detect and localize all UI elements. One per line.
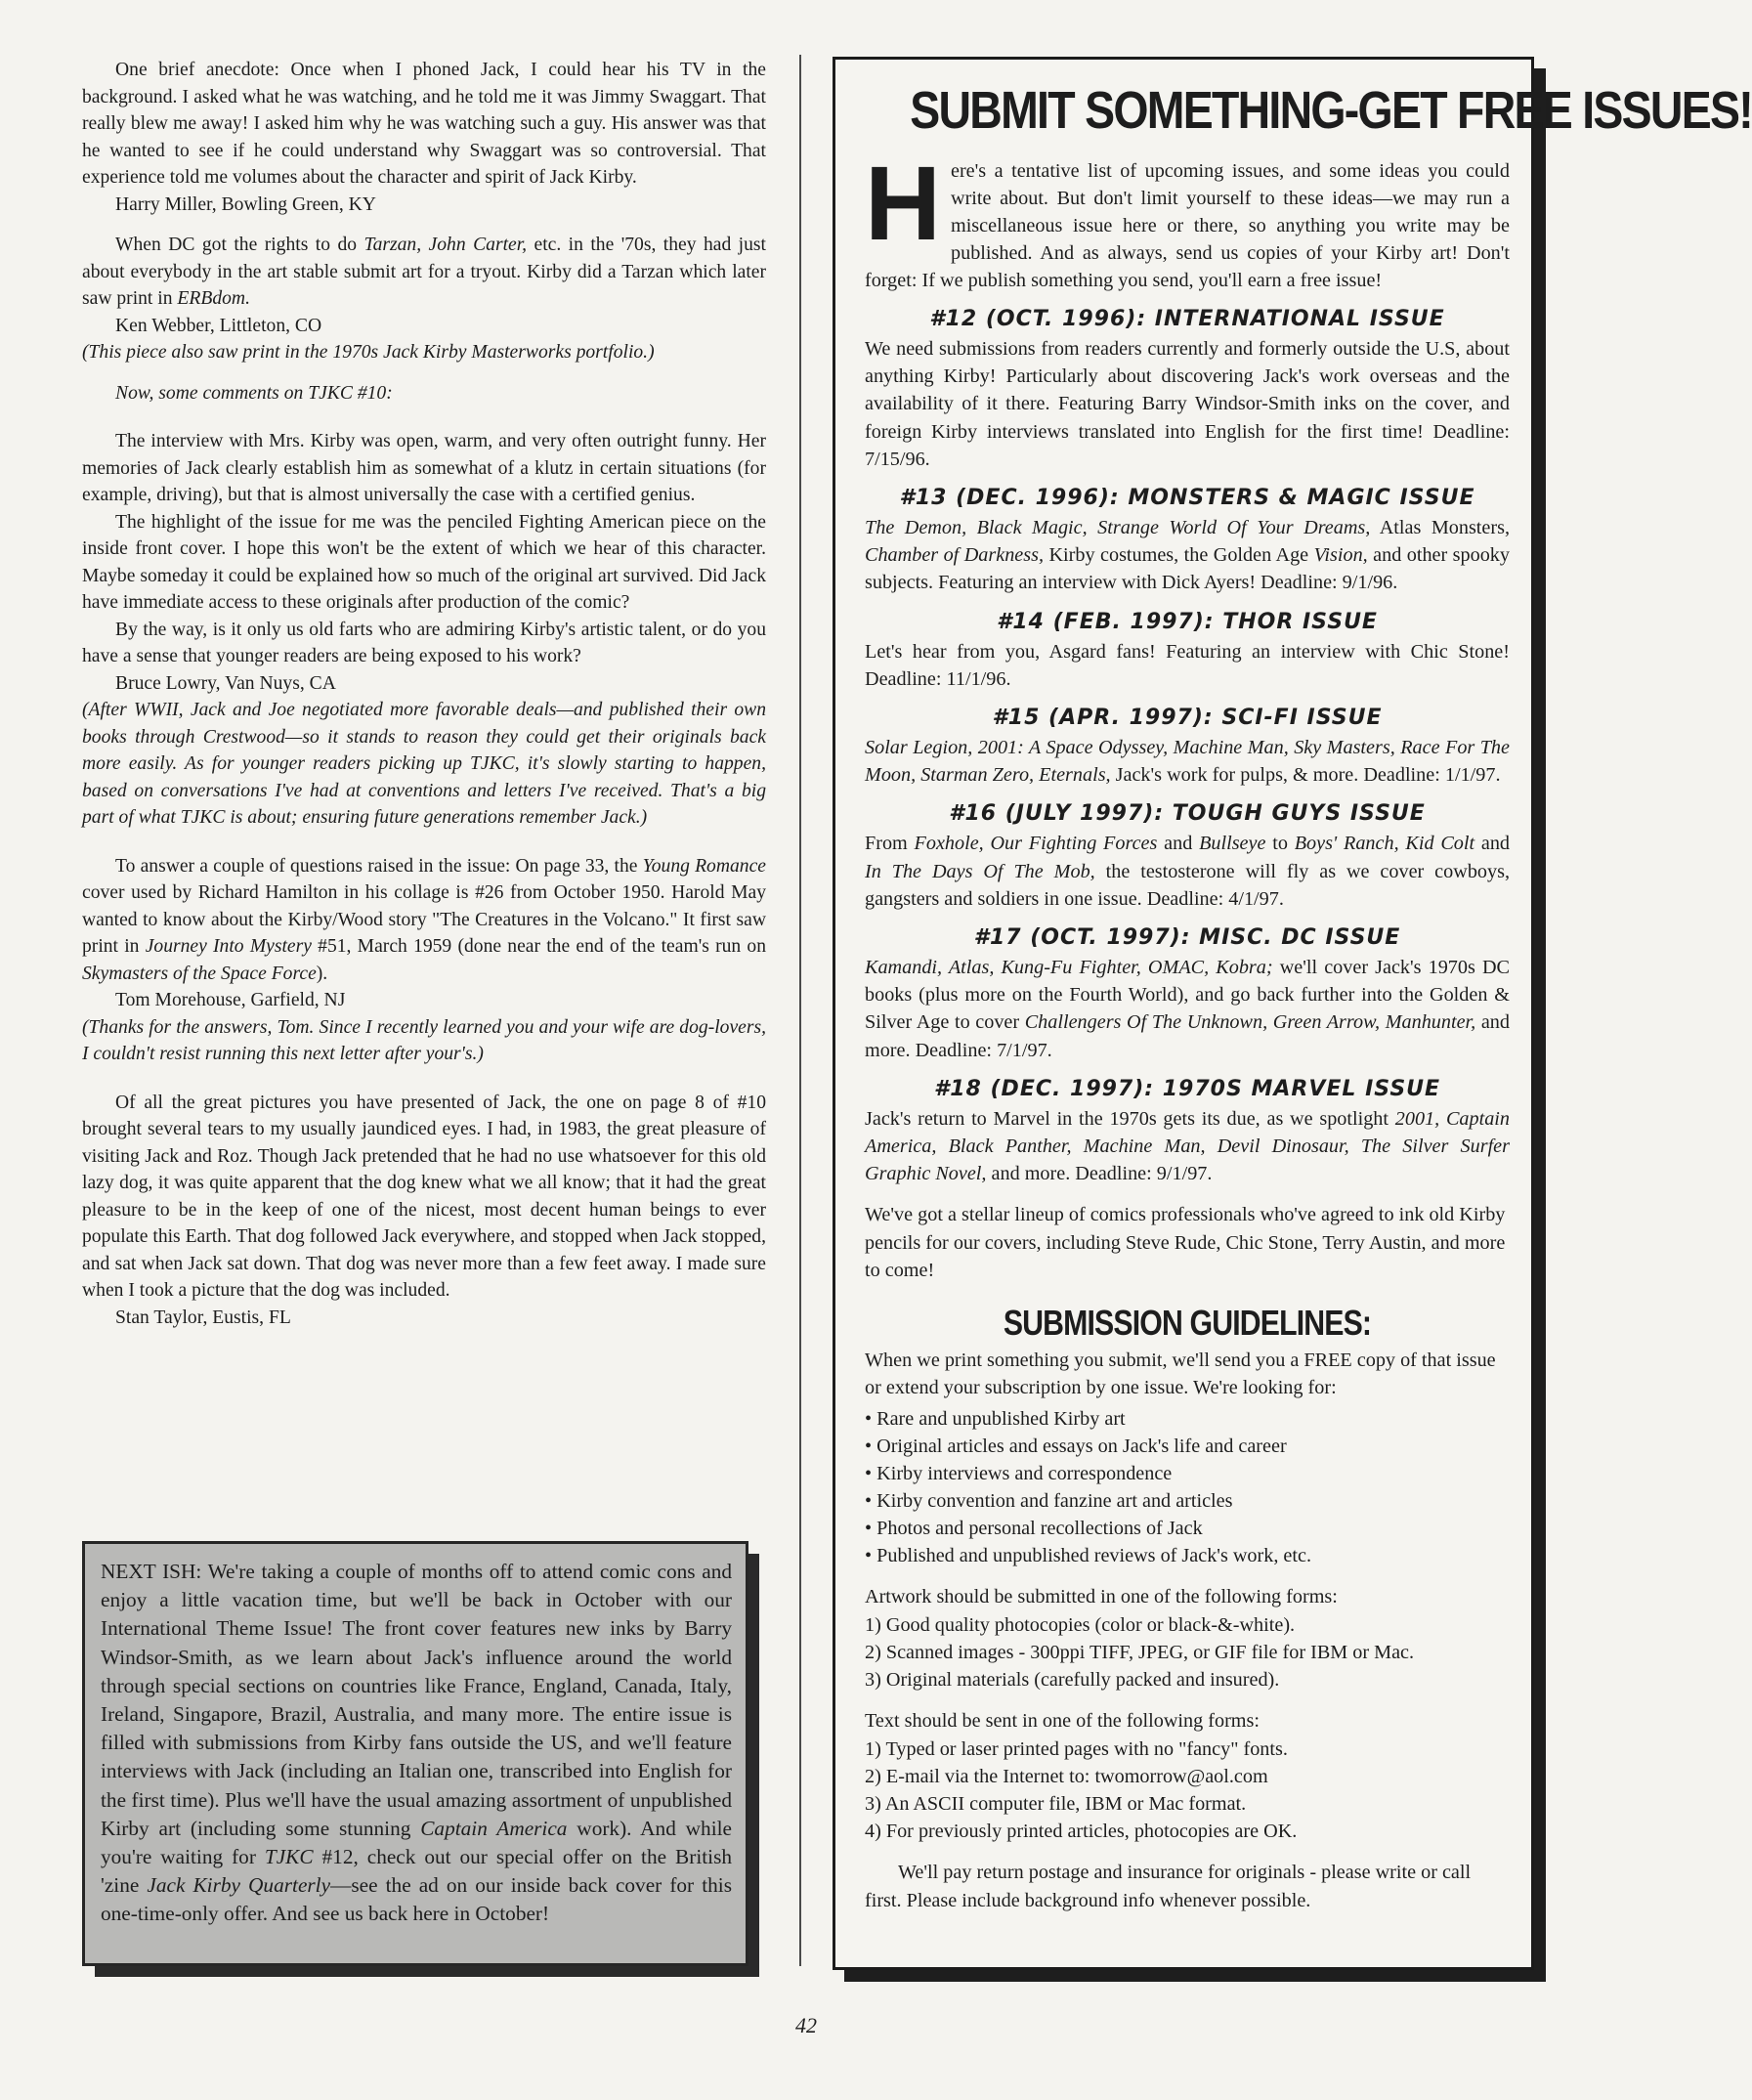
editor-note: (This piece also saw print in the 1970s Jack Kirby Masterworks portfolio.) xyxy=(82,342,655,363)
letter-signature: Bruce Lowry, Van Nuys, CA xyxy=(115,672,336,694)
list-item: 1) Good quality photocopies (color or black-&-white). xyxy=(865,1613,1296,1636)
issue-heading-17: #17 (OCT. 1997): MISC. DC ISSUE xyxy=(973,925,1401,951)
issue-heading-12: #12 (OCT. 1996): INTERNATIONAL ISSUE xyxy=(929,307,1445,331)
issue-body-12: We need submissions from readers currently and formerly outside the U.S, about anything Kirby! Particularly about discovering Jack's work overseas and the availability of it there. Featuring Barry Windsor-Smith inks on the cover, and foreign Kirby interviews translated into English for the first time! Deadline: 7/15/96. xyxy=(865,338,1510,470)
letter-signature: Harry Miller, Bowling Green, KY xyxy=(115,193,376,215)
column-divider xyxy=(799,55,801,1966)
issue-heading-16: #16 (JULY 1997): TOUGH GUYS ISSUE xyxy=(949,801,1426,827)
issue-heading-15: #15 (APR. 1997): SCI-FI ISSUE xyxy=(992,706,1383,731)
artwork-heading: Artwork should be submitted in one of the following forms: xyxy=(865,1586,1338,1608)
letter-paragraph: To answer a couple of questions raised in the issue: On page 33, the Young Romance cover used by Richard Hamilton in his collage is #26 from October 1950. Harold May wanted to know about the Kirby/Wood story "The Creatures in the Volcano." It first saw print in Journey Into Mystery #51, March 1959 (done near the end of the team's run on Skymasters of the Space Force). xyxy=(82,855,767,984)
next-issue-text: NEXT ISH: We're taking a couple of months off to attend comic cons and enjoy a little vacation time, but we'll be back in October with our International Theme Issue! The front cover features new inks by Barry Windsor-Smith, as we learn about Jack's influence around the world through special sections on countries like France, England, Canada, Italy, Ireland, Singapore, Brazil, Australia, and many more. The entire issue is filled with submissions from Kirby fans outside the US, and we'll feature interviews with Jack (including an Italian one, transcribed into English for the first time). Plus we'll have the usual amazing assortment of unpublished Kirby art (including some stunning Captain America work). And while you're waiting for TJKC #12, check out our special offer on the British 'zine Jack Kirby Quarterly—see the ad on our inside back cover for this one-time-only offer. And see us back here in October! xyxy=(101,1560,733,1926)
drop-cap: H xyxy=(865,144,941,262)
letter-signature: Tom Morehouse, Garfield, NJ xyxy=(115,990,346,1010)
list-item: 2) Scanned images - 300ppi TIFF, JPEG, or GIF file for IBM or Mac. xyxy=(865,1641,1415,1663)
list-item: • Rare and unpublished Kirby art xyxy=(865,1405,1510,1433)
letters-column xyxy=(82,57,766,1331)
next-issue-box xyxy=(82,1541,748,1966)
page-number: 42 xyxy=(795,2013,817,2037)
issue-body-14: Let's hear from you, Asgard fans! Featuring an interview with Chic Stone! Deadline: 11/1/96. xyxy=(865,640,1510,690)
editor-note: Now, some comments on TJKC #10: xyxy=(115,382,393,404)
issue-body-18: Jack's return to Marvel in the 1970s gets its due, as we spotlight 2001, Captain America, Black Panther, Machine Man, Devil Dinosaur, The Silver Surfer Graphic Novel, and more. Deadline: 9/1/97. xyxy=(865,1107,1510,1185)
guidelines-heading: SUBMISSION GUIDELINES: xyxy=(1003,1303,1372,1344)
issue-body-15: Solar Legion, 2001: A Space Odyssey, Machine Man, Sky Masters, Race For The Moon, Starman Zero, Eternals, Jack's work for pulps, & more. Deadline: 1/1/97. xyxy=(865,737,1510,787)
list-item: 4) For previously printed articles, photocopies are OK. xyxy=(865,1821,1298,1843)
letter-paragraph: By the way, is it only us old farts who are admiring Kirby's artistic talent, or do you have a sense that younger readers are being exposed to his work? xyxy=(82,619,766,666)
issue-body-17: Kamandi, Atlas, Kung-Fu Fighter, OMAC, Kobra; we'll cover Jack's 1970s DC books (plus more on the Fourth World), and go back further into the Golden & Silver Age to cover Challengers Of The Unknown, Green Arrow, Manhunter, and more. Deadline: 7/1/97. xyxy=(865,957,1510,1061)
lineup-paragraph: We've got a stellar lineup of comics professionals who've agreed to ink old Kirby pencils for our covers, including Steve Rude, Chic Stone, Terry Austin, and more to come! xyxy=(865,1204,1506,1281)
issue-body-13: The Demon, Black Magic, Strange World Of Your Dreams, Atlas Monsters, Chamber of Darkness, Kirby costumes, the Golden Age Vision, and other spooky subjects. Featuring an interview with Dick Ayers! Deadline: 9/1/96. xyxy=(865,517,1511,594)
list-item: 3) An ASCII computer file, IBM or Mac format. xyxy=(865,1792,1247,1815)
letter-paragraph: The interview with Mrs. Kirby was open, warm, and very often outright funny. Her memories of Jack clearly establish him as somewhat of a klutz in certain situations (for example, driving), but that is almost universally the case with a certified genius. xyxy=(82,431,766,505)
submissions-box xyxy=(833,57,1752,1970)
letter-signature: Stan Taylor, Eustis, FL xyxy=(115,1307,291,1328)
text-heading: Text should be sent in one of the following forms: xyxy=(865,1710,1260,1733)
closing-paragraph: We'll pay return postage and insurance for originals - please write or call first. Please include background info whenever possible. xyxy=(865,1862,1472,1911)
list-item: 1) Typed or laser printed pages with no "fancy" fonts. xyxy=(865,1737,1288,1760)
issue-body-16: From Foxhole, Our Fighting Forces and Bullseye to Boys' Ranch, Kid Colt and In The Days Of The Mob, the testosterone will fly as we cover cowboys, gangsters and soldiers in one issue. Deadline: 4/1/97. xyxy=(865,833,1511,910)
guidelines-intro: When we print something you submit, we'll send you a FREE copy of that issue or extend your subscription by one issue. We're looking for: xyxy=(865,1350,1496,1399)
submit-title: SUBMIT SOMETHING-GET FREE ISSUES! xyxy=(910,81,1752,140)
letter-paragraph: One brief anecdote: Once when I phoned Jack, I could hear his TV in the background. I asked what he was watching, and he told me it was Jimmy Swaggart. That really blew me away! I asked him why he was watching such a guy. His answer was that he wanted to see if he could understand why Swaggart was so controversial. That experience told me volumes about the character and spirit of Jack Kirby. xyxy=(82,60,766,188)
letter-paragraph: When DC got the rights to do Tarzan, John Carter, etc. in the '70s, they had just about everybody in the art stable submit art for a tryout. Kirby did a Tarzan which later saw print in ERBdom. xyxy=(82,235,766,309)
issue-heading-13: #13 (DEC. 1996): MONSTERS & MAGIC ISSUE xyxy=(899,486,1475,511)
list-item: • Published and unpublished reviews of Jack's work, etc. xyxy=(865,1542,1510,1569)
letter-paragraph: Of all the great pictures you have presented of Jack, the one on page 8 of #10 brought several tears to my usually jaundiced eyes. I had, in 1983, the great pleasure of visiting Jack and Roz. Though Jack pretended that he had no use whatsoever for this old lazy dog, it was quite apparent that the dog knew what we all know; that it had the great pleasure to be in the keep of one of the nicest, most decent human beings to ever populate this Earth. That dog followed Jack everywhere, and stopped when Jack stopped, and sat when Jack sat down. That dog was never more than a few feet away. I made sure when I took a picture that the dog was included. xyxy=(82,1092,766,1301)
editor-note: (After WWII, Jack and Joe negotiated more favorable deals—and published their own books through Crestwood—so it stands to reason they could get their originals back more easily. As for younger readers picking up TJKC, it's slowly starting to happen, based on conversations I've had at conventions and letters I've received. That's a big part of what TJKC is about; ensuring future generations remember Jack.) xyxy=(82,700,766,828)
list-item: • Original articles and essays on Jack's life and career xyxy=(865,1433,1510,1460)
list-item: 3) Original materials (carefully packed and insured). xyxy=(865,1669,1280,1692)
issue-heading-14: #14 (FEB. 1997): THOR ISSUE xyxy=(997,609,1378,634)
intro-paragraph: H ere's a tentative list of upcoming issues, and some ideas you could write about. But don't limit yourself to these ideas—we may run a miscellaneous issue here or there, so anything you write may be published. And as always, send us copies of your Kirby art! Don't forget: If we publish something you send, you'll earn a free issue! xyxy=(865,144,1510,291)
list-item: • Kirby convention and fanzine art and articles xyxy=(865,1487,1510,1515)
letter-signature: Ken Webber, Littleton, CO xyxy=(115,315,322,336)
issue-heading-18: #18 (DEC. 1997): 1970S MARVEL ISSUE xyxy=(933,1076,1441,1101)
letter-paragraph: The highlight of the issue for me was the penciled Fighting American piece on the inside front cover. I hope this won't be the extent of which we hear of this character. Maybe someday it could be explained how so much of the original art survived. Did Jack have immediate access to these originals after production of the comic? xyxy=(82,511,766,613)
list-item: • Photos and personal recollections of Jack xyxy=(865,1515,1510,1542)
editor-note: (Thanks for the answers, Tom. Since I recently learned you and your wife are dog-lovers, I couldn't resist running this next letter after your's.) xyxy=(82,1016,766,1064)
list-item: • Kirby interviews and correspondence xyxy=(865,1460,1510,1487)
looking-for-list xyxy=(865,1405,1510,1569)
list-item: 2) E-mail via the Internet to: twomorrow@aol.com xyxy=(865,1765,1268,1787)
